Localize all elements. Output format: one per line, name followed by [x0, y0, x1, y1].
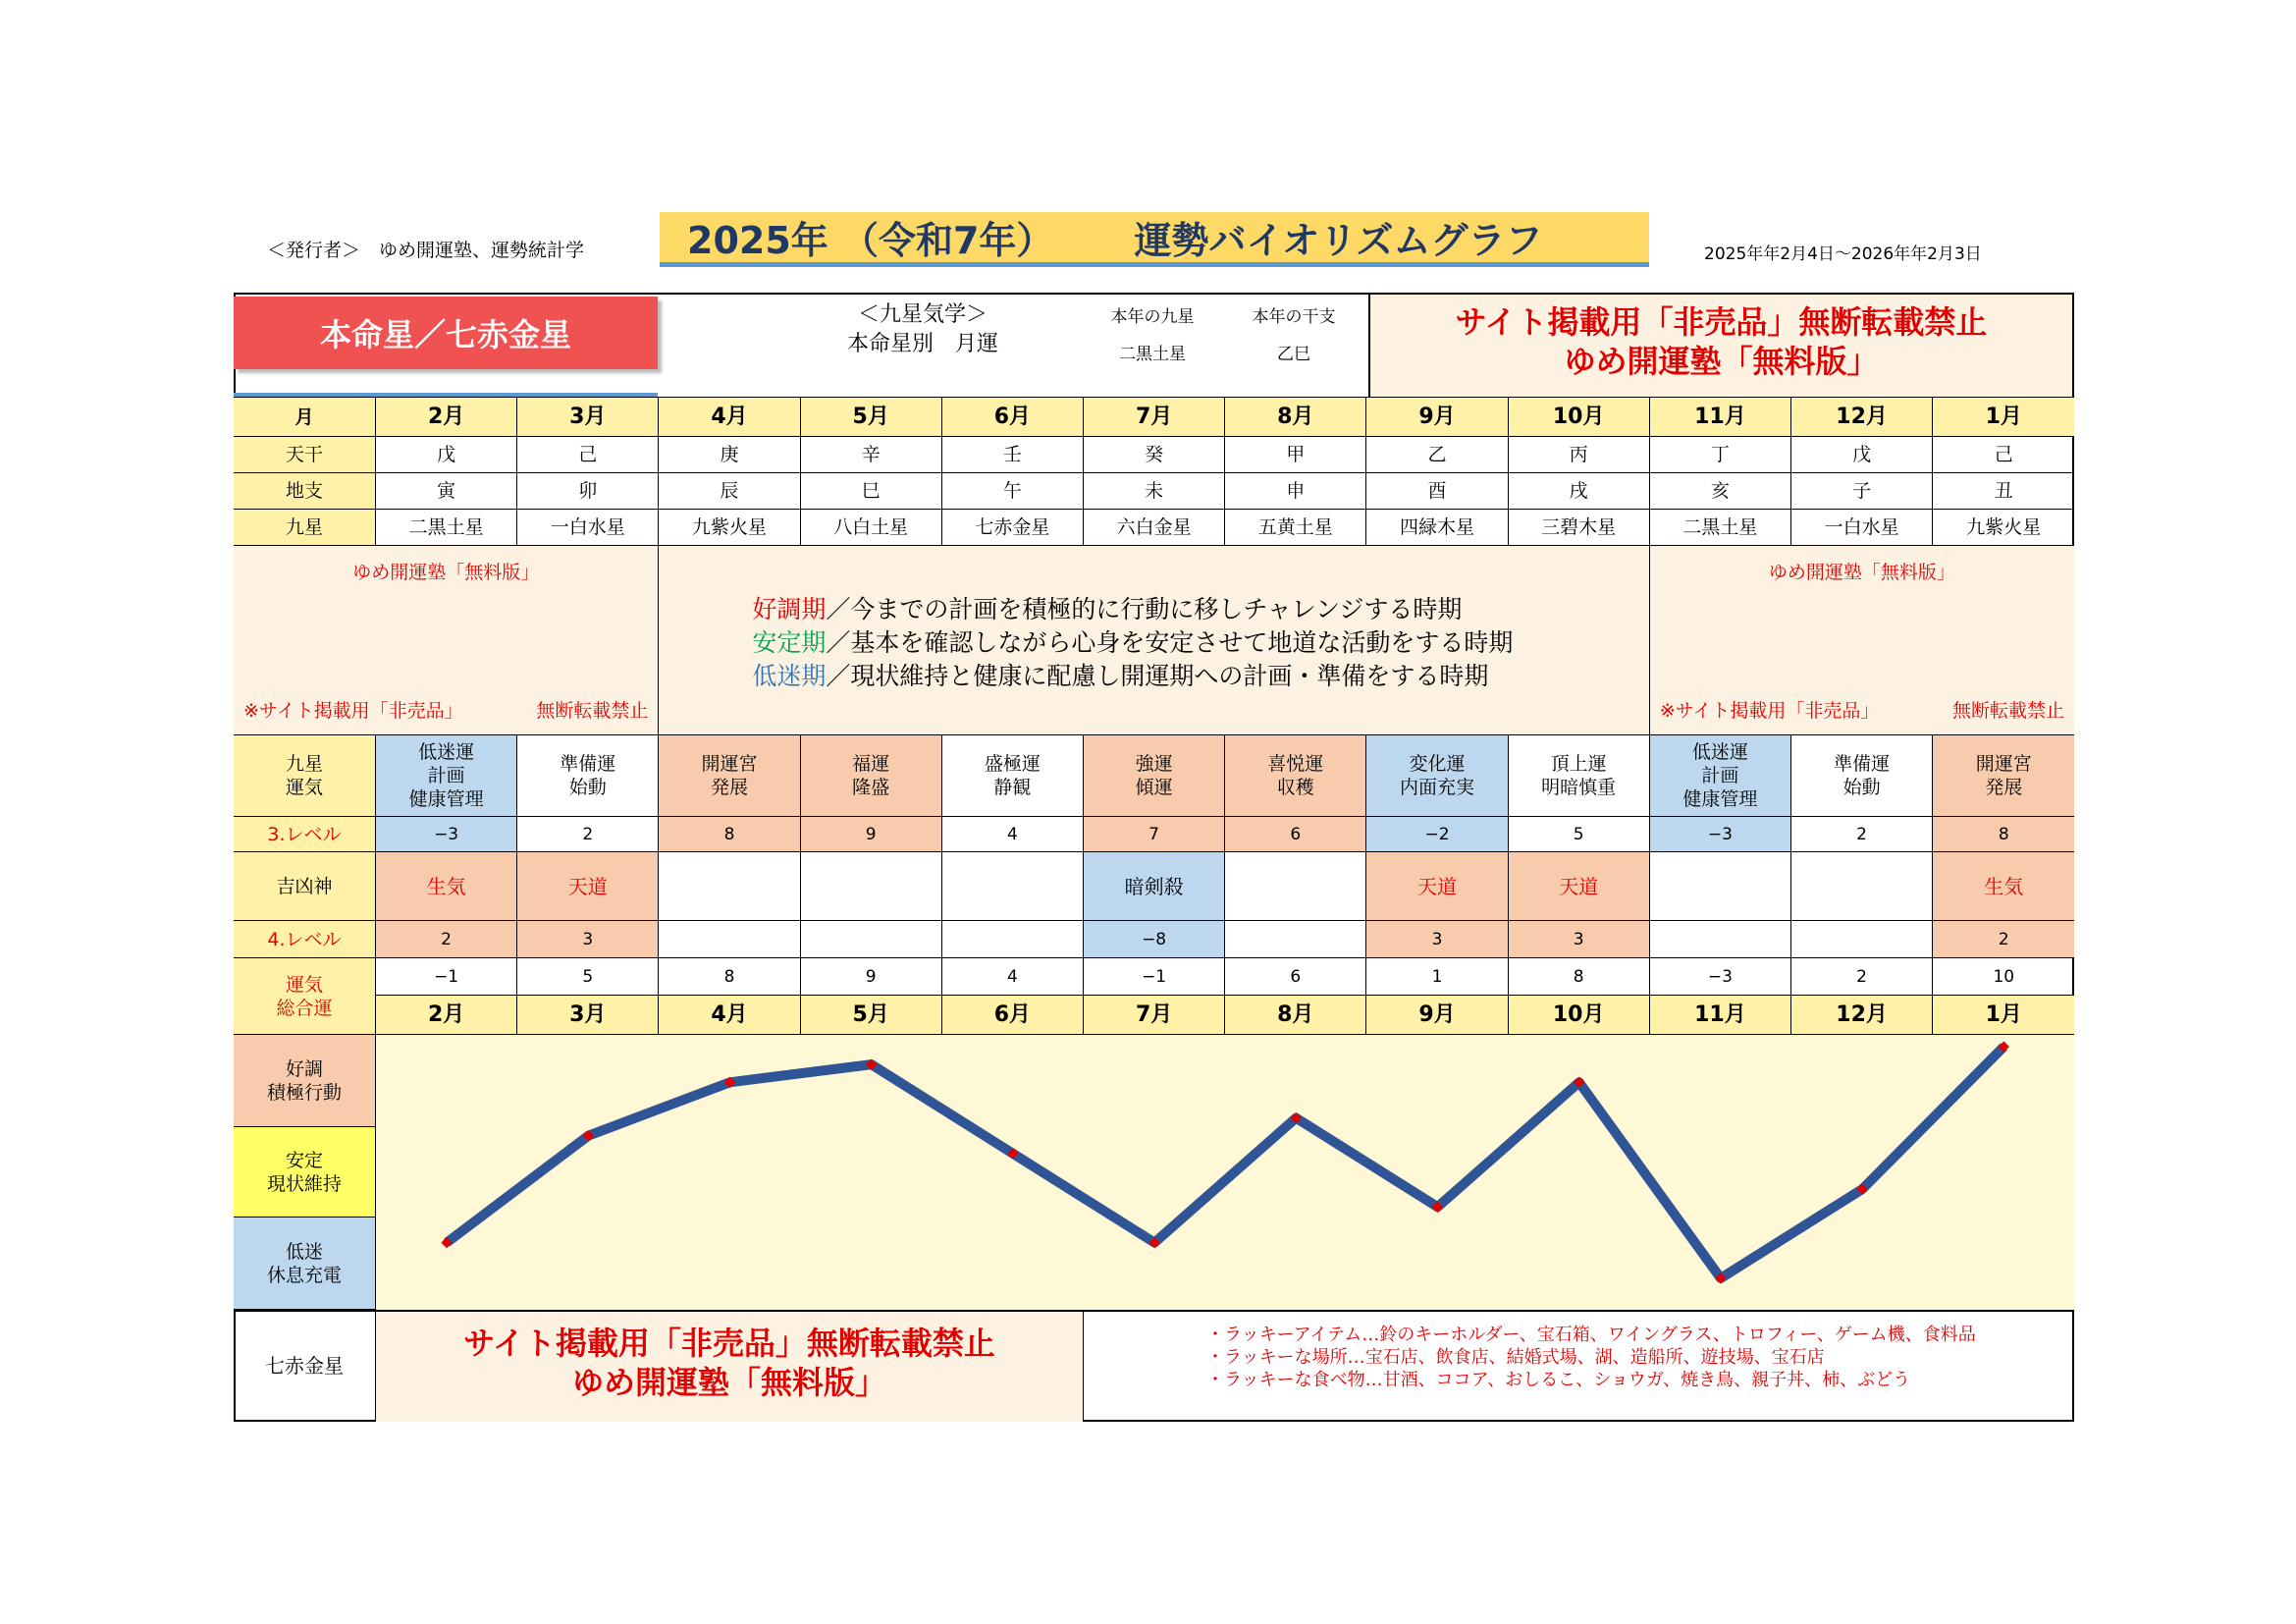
year-kyusei-label: 本年の九星 — [1110, 307, 1195, 327]
months-cell: 12月 — [1791, 398, 1933, 437]
months-cell: 10月 — [1509, 398, 1650, 437]
sogo-cell: 10 — [1933, 958, 2074, 996]
legend-side-title: ゆめ開運塾「無料版」 — [352, 562, 540, 583]
unki-cell: 準備運 始動 — [517, 735, 659, 817]
level4-cell — [942, 921, 1084, 958]
sogo-cell: 8 — [659, 958, 800, 996]
footer-notice-line2: ゆめ開運塾「無料版」 — [571, 1364, 886, 1401]
level4-cell — [801, 921, 942, 958]
graph-month-cell: 12月 — [1791, 996, 1933, 1035]
level3-cell: 7 — [1084, 817, 1225, 852]
tenkan-cell: 戊 — [1791, 437, 1933, 473]
months-cell: 7月 — [1084, 398, 1225, 437]
level4-cell — [1650, 921, 1791, 958]
months-cell: 8月 — [1225, 398, 1366, 437]
tenkan-cell: 甲 — [1225, 437, 1366, 473]
chishi-cell: 酉 — [1366, 473, 1508, 510]
chishi-cell: 卯 — [517, 473, 659, 510]
kikkyo-cell — [1791, 852, 1933, 921]
tenkan-cell: 己 — [517, 437, 659, 473]
legend-side-notice — [243, 696, 648, 723]
graph-month-cell: 1月 — [1933, 996, 2074, 1035]
months-cell: 9月 — [1366, 398, 1508, 437]
kikkyo-cell — [1225, 852, 1366, 921]
chishi-cell: 未 — [1084, 473, 1225, 510]
sogo-cell: −3 — [1650, 958, 1791, 996]
legend-side-left — [234, 546, 659, 735]
kikkyo-cell — [801, 852, 942, 921]
unki-cell: 変化運 内面充実 — [1366, 735, 1508, 817]
level3-cell: 5 — [1509, 817, 1650, 852]
row-label-tenkan: 天干 — [234, 437, 376, 473]
row-label-level3: 3.レベル — [234, 817, 376, 852]
unki-cell: 頂上運 明暗慎重 — [1509, 735, 1650, 817]
sogo-cell: 2 — [1791, 958, 1933, 996]
sogo-cell: 5 — [517, 958, 659, 996]
legend-side-notice-b: 無断転載禁止 — [536, 700, 649, 722]
kikkyo-cell: 天道 — [1509, 852, 1650, 921]
level3-cell: 8 — [1933, 817, 2074, 852]
publisher-label: ＜発行者＞ ゆめ開運塾、運勢統計学 — [267, 240, 585, 261]
unki-cell: 準備運 始動 — [1791, 735, 1933, 817]
tenkan-cell: 癸 — [1084, 437, 1225, 473]
level3-cell: 8 — [659, 817, 800, 852]
sogo-cell: 6 — [1225, 958, 1366, 996]
level4-cell: −8 — [1084, 921, 1225, 958]
months-cell: 11月 — [1650, 398, 1791, 437]
legend-side-title: ゆめ開運塾「無料版」 — [1768, 562, 1955, 583]
unki-cell: 開運宮 発展 — [659, 735, 800, 817]
row-label-unki: 九星 運気 — [234, 735, 376, 817]
unki-cell: 低迷運 計画 健康管理 — [376, 735, 517, 817]
sogo-cell: 8 — [1509, 958, 1650, 996]
tenkan-cell: 乙 — [1366, 437, 1508, 473]
lucky-places: ・ラッキーな場所…宝石店、飲食店、結婚式場、湖、造船所、遊技場、宝石店 — [1206, 1347, 1825, 1368]
kyusei_stars-cell: 八白土星 — [801, 510, 942, 546]
lucky-list — [1084, 1310, 2074, 1422]
chishi-cell: 子 — [1791, 473, 1933, 510]
level4-cell: 2 — [376, 921, 517, 958]
notice-top-line2: ゆめ開運塾「無料版」 — [1564, 343, 1879, 380]
months-cell: 5月 — [801, 398, 942, 437]
legend-side-notice-a: ※サイト掲載用「非売品」 — [1659, 700, 1880, 722]
kikkyo-cell: 生気 — [1933, 852, 2074, 921]
tenkan-cell: 己 — [1933, 437, 2074, 473]
kikkyo-cell: 天道 — [1366, 852, 1508, 921]
chishi-cell: 午 — [942, 473, 1084, 510]
lucky-items: ・ラッキーアイテム…鈴のキーホルダー、宝石箱、ワイングラス、トロフィー、ゲーム機、食料品 — [1206, 1325, 1976, 1345]
level3-cell: −3 — [1650, 817, 1791, 852]
unki-cell: 福運 隆盛 — [801, 735, 942, 817]
biorhythm-graph — [376, 1035, 2074, 1310]
kikkyo-cell — [942, 852, 1084, 921]
kikkyo-cell: 暗剣殺 — [1084, 852, 1225, 921]
chishi-cell: 丑 — [1933, 473, 2074, 510]
unki-cell: 開運宮 発展 — [1933, 735, 2074, 817]
graph-background — [376, 1035, 2074, 1310]
kyusei_stars-cell: 四緑木星 — [1366, 510, 1508, 546]
graph-month-cell: 11月 — [1650, 996, 1791, 1035]
months-cell: 6月 — [942, 398, 1084, 437]
kikkyo-cell: 天道 — [517, 852, 659, 921]
graph-month-cell: 6月 — [942, 996, 1084, 1035]
row-label-kyusei: 九星 — [234, 510, 376, 546]
row-label-chishi: 地支 — [234, 473, 376, 510]
tenkan-cell: 壬 — [942, 437, 1084, 473]
chishi-cell: 亥 — [1650, 473, 1791, 510]
level3-cell: 2 — [1791, 817, 1933, 852]
period-label: 2025年年2月4日～2026年年2月3日 — [1704, 244, 1982, 264]
sogo-cell: 1 — [1366, 958, 1508, 996]
legend-good: 好調期／今までの計画を積極的に行動に移しチャレンジする時期 — [752, 595, 1463, 623]
graph-zone-stable: 安定 現状維持 — [234, 1127, 376, 1218]
graph-month-cell: 4月 — [659, 996, 800, 1035]
unki-cell: 盛極運 静観 — [942, 735, 1084, 817]
level3-cell: −3 — [376, 817, 517, 852]
kyusei_stars-cell: 九紫火星 — [1933, 510, 2074, 546]
legend-side-right — [1650, 546, 2074, 735]
sogo-cell: −1 — [376, 958, 517, 996]
legend-side-notice — [1660, 696, 2064, 723]
tenkan-cell: 庚 — [659, 437, 800, 473]
kikkyo-cell: 生気 — [376, 852, 517, 921]
unki-cell: 喜悦運 収穫 — [1225, 735, 1366, 817]
graph-month-cell: 7月 — [1084, 996, 1225, 1035]
notice-top-line1: サイト掲載用「非売品」無断転載禁止 — [1455, 303, 1988, 341]
tenkan-cell: 丁 — [1650, 437, 1791, 473]
honmei-badge: 本命星／七赤金星 — [234, 297, 658, 369]
legend-low: 低迷期／現状維持と健康に配慮し開運期への計画・準備をする時期 — [752, 662, 1489, 690]
chishi-cell: 辰 — [659, 473, 800, 510]
tenkan-cell: 辛 — [801, 437, 942, 473]
kyusei_stars-cell: 一白水星 — [1791, 510, 1933, 546]
sogo-cell: 9 — [801, 958, 942, 996]
row-label-month: 月 — [234, 398, 376, 437]
graph-month-cell: 2月 — [376, 996, 517, 1035]
unki-cell: 低迷運 計画 健康管理 — [1650, 735, 1791, 817]
year-kanshi-label: 本年の干支 — [1252, 307, 1336, 327]
level4-cell: 3 — [1366, 921, 1508, 958]
level4-cell: 3 — [1509, 921, 1650, 958]
lucky-foods: ・ラッキーな食べ物…甘酒、ココア、おしるこ、ショウガ、焼き鳥、親子丼、柿、ぶどう — [1206, 1370, 1911, 1390]
kikkyo-cell — [1650, 852, 1791, 921]
notice-top — [1368, 295, 2072, 397]
year-kyusei-value: 二黒土星 — [1119, 345, 1186, 364]
tenkan-cell: 戊 — [376, 437, 517, 473]
footer-star: 七赤金星 — [234, 1310, 376, 1422]
kyusei_stars-cell: 二黒土星 — [376, 510, 517, 546]
level3-cell: 2 — [517, 817, 659, 852]
graph-month-cell: 9月 — [1366, 996, 1508, 1035]
kyusei-heading — [775, 300, 1070, 359]
kyusei_stars-cell: 一白水星 — [517, 510, 659, 546]
tenkan-cell: 丙 — [1509, 437, 1650, 473]
chishi-cell: 申 — [1225, 473, 1366, 510]
level3-cell: 4 — [942, 817, 1084, 852]
sogo-cell: 4 — [942, 958, 1084, 996]
kikkyo-cell — [659, 852, 800, 921]
unki-cell: 強運 傾運 — [1084, 735, 1225, 817]
graph-month-cell: 5月 — [801, 996, 942, 1035]
kyusei_stars-cell: 七赤金星 — [942, 510, 1084, 546]
graph-month-cell: 3月 — [517, 996, 659, 1035]
row-label-sogo: 運気 総合運 — [234, 958, 376, 1035]
months-cell: 2月 — [376, 398, 517, 437]
chishi-cell: 戌 — [1509, 473, 1650, 510]
footer-notice — [376, 1310, 1084, 1422]
title-year: 2025年 （令和7年） — [687, 219, 1054, 262]
year-kanshi-value: 乙巳 — [1277, 345, 1310, 364]
months-cell: 1月 — [1933, 398, 2074, 437]
level3-cell: 9 — [801, 817, 942, 852]
graph-month-cell: 10月 — [1509, 996, 1650, 1035]
graph-zone-good: 好調 積極行動 — [234, 1035, 376, 1127]
title-main: 運勢バイオリズムグラフ — [1134, 219, 1543, 262]
months-cell: 4月 — [659, 398, 800, 437]
legend-description — [659, 546, 1649, 735]
level4-cell: 3 — [517, 921, 659, 958]
chishi-cell: 寅 — [376, 473, 517, 510]
legend-side-notice-a: ※サイト掲載用「非売品」 — [243, 700, 463, 722]
level4-cell — [1791, 921, 1933, 958]
legend-stable: 安定期／基本を確認しながら心身を安定させて地道な活動をする時期 — [752, 628, 1514, 657]
months-cell: 3月 — [517, 398, 659, 437]
level3-cell: −2 — [1366, 817, 1508, 852]
kyusei-heading-line1: ＜九星気学＞ — [857, 302, 988, 327]
graph-month-cell: 8月 — [1225, 996, 1366, 1035]
kyusei_stars-cell: 二黒土星 — [1650, 510, 1791, 546]
kyusei_stars-cell: 五黄土星 — [1225, 510, 1366, 546]
level3-cell: 6 — [1225, 817, 1366, 852]
footer-notice-line1: サイト掲載用「非売品」無断転載禁止 — [463, 1325, 995, 1362]
kyusei-heading-line2: 本命星別 月運 — [846, 332, 998, 356]
level4-cell — [659, 921, 800, 958]
sogo-cell: −1 — [1084, 958, 1225, 996]
chishi-cell: 巳 — [801, 473, 942, 510]
level4-cell: 2 — [1933, 921, 2074, 958]
graph-zone-low: 低迷 休息充電 — [234, 1218, 376, 1310]
level4-cell — [1225, 921, 1366, 958]
row-label-kikkyo: 吉凶神 — [234, 852, 376, 921]
legend-side-notice-b: 無断転載禁止 — [1951, 700, 2064, 722]
page-title — [660, 212, 1649, 267]
kyusei_stars-cell: 九紫火星 — [659, 510, 800, 546]
table-divider — [234, 1310, 2074, 1312]
row-label-level4: 4.レベル — [234, 921, 376, 958]
kyusei_stars-cell: 六白金星 — [1084, 510, 1225, 546]
kyusei_stars-cell: 三碧木星 — [1509, 510, 1650, 546]
